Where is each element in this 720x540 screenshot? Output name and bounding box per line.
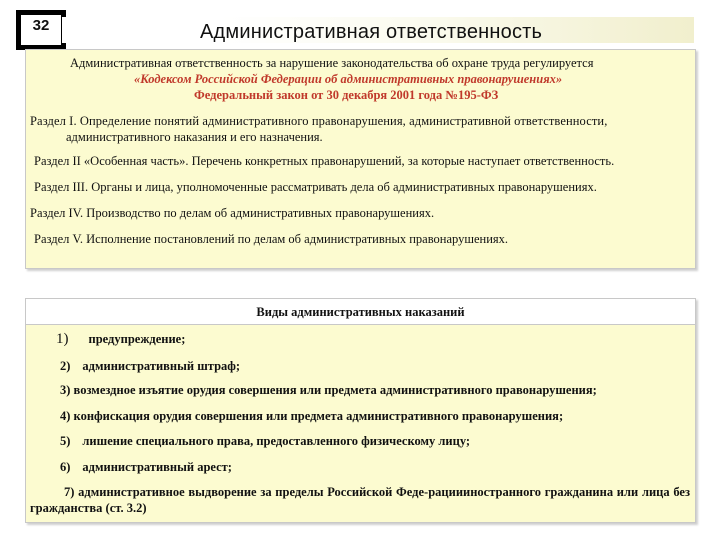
section-1-continued: административного наказания и его назначения. (66, 130, 323, 144)
list-item (60, 359, 240, 374)
list-item (30, 484, 690, 516)
section-4: Раздел IV. Производство по делам об административных правонарушениях. (30, 206, 435, 220)
list-item-number: 4) (60, 409, 71, 423)
section-3: Раздел III. Органы и лица, уполномоченные рассматривать дела об административных правонарушениях. (34, 180, 597, 194)
list-item (56, 331, 185, 348)
list-item (60, 434, 470, 449)
list-item-text: конфискация орудия совершения или предмета административного правонарушения; (73, 409, 564, 423)
list-item-text: административный штраф; (82, 359, 241, 373)
list-item-number: 3) (60, 383, 71, 397)
page-title: Административная ответственность (200, 21, 543, 43)
penalties-panel (25, 298, 696, 523)
list-item (60, 460, 232, 475)
penalties-header: Виды административных наказаний (26, 299, 695, 325)
list-item-text: административное выдворение за пределы Российской Феде-рациииностранного гражданина или лица без гражданства (ст. 3.2) (30, 485, 690, 515)
intro-text: Административная ответственность за нарушение законодательства об охране труда регулируется (70, 56, 594, 70)
list-item-number: 5) (60, 434, 71, 448)
list-item-text: лишение специального права, предоставленного физическому лицу; (82, 434, 471, 448)
list-item-text: административный арест; (82, 460, 232, 474)
list-item (60, 409, 563, 424)
federal-law-reference: Федеральный закон от 30 декабря 2001 года №195-ФЗ (194, 88, 499, 102)
list-item-number: 7) (64, 485, 75, 499)
section-1: Раздел I. Определение понятий административного правонарушения, административной ответственности, (30, 114, 608, 128)
legislation-panel (25, 49, 696, 269)
list-item-number: 2) (60, 359, 71, 373)
slide-number: 32 (19, 13, 63, 47)
section-2: Раздел II «Особенная часть». Перечень конкретных правонарушений, за которые наступает ответственность. (34, 154, 615, 168)
list-item (60, 383, 597, 398)
list-item-text: предупреждение; (88, 332, 186, 346)
list-item-number: 1) (56, 331, 69, 347)
section-5: Раздел V. Исполнение постановлений по делам об административных правонарушениях. (34, 232, 509, 246)
list-item-number: 6) (60, 460, 71, 474)
list-item-text: возмездное изъятие орудия совершения или предмета административного правонарушения; (73, 383, 597, 397)
code-reference: «Кодексом Российской Федерации об административных правонарушениях» (134, 72, 563, 86)
